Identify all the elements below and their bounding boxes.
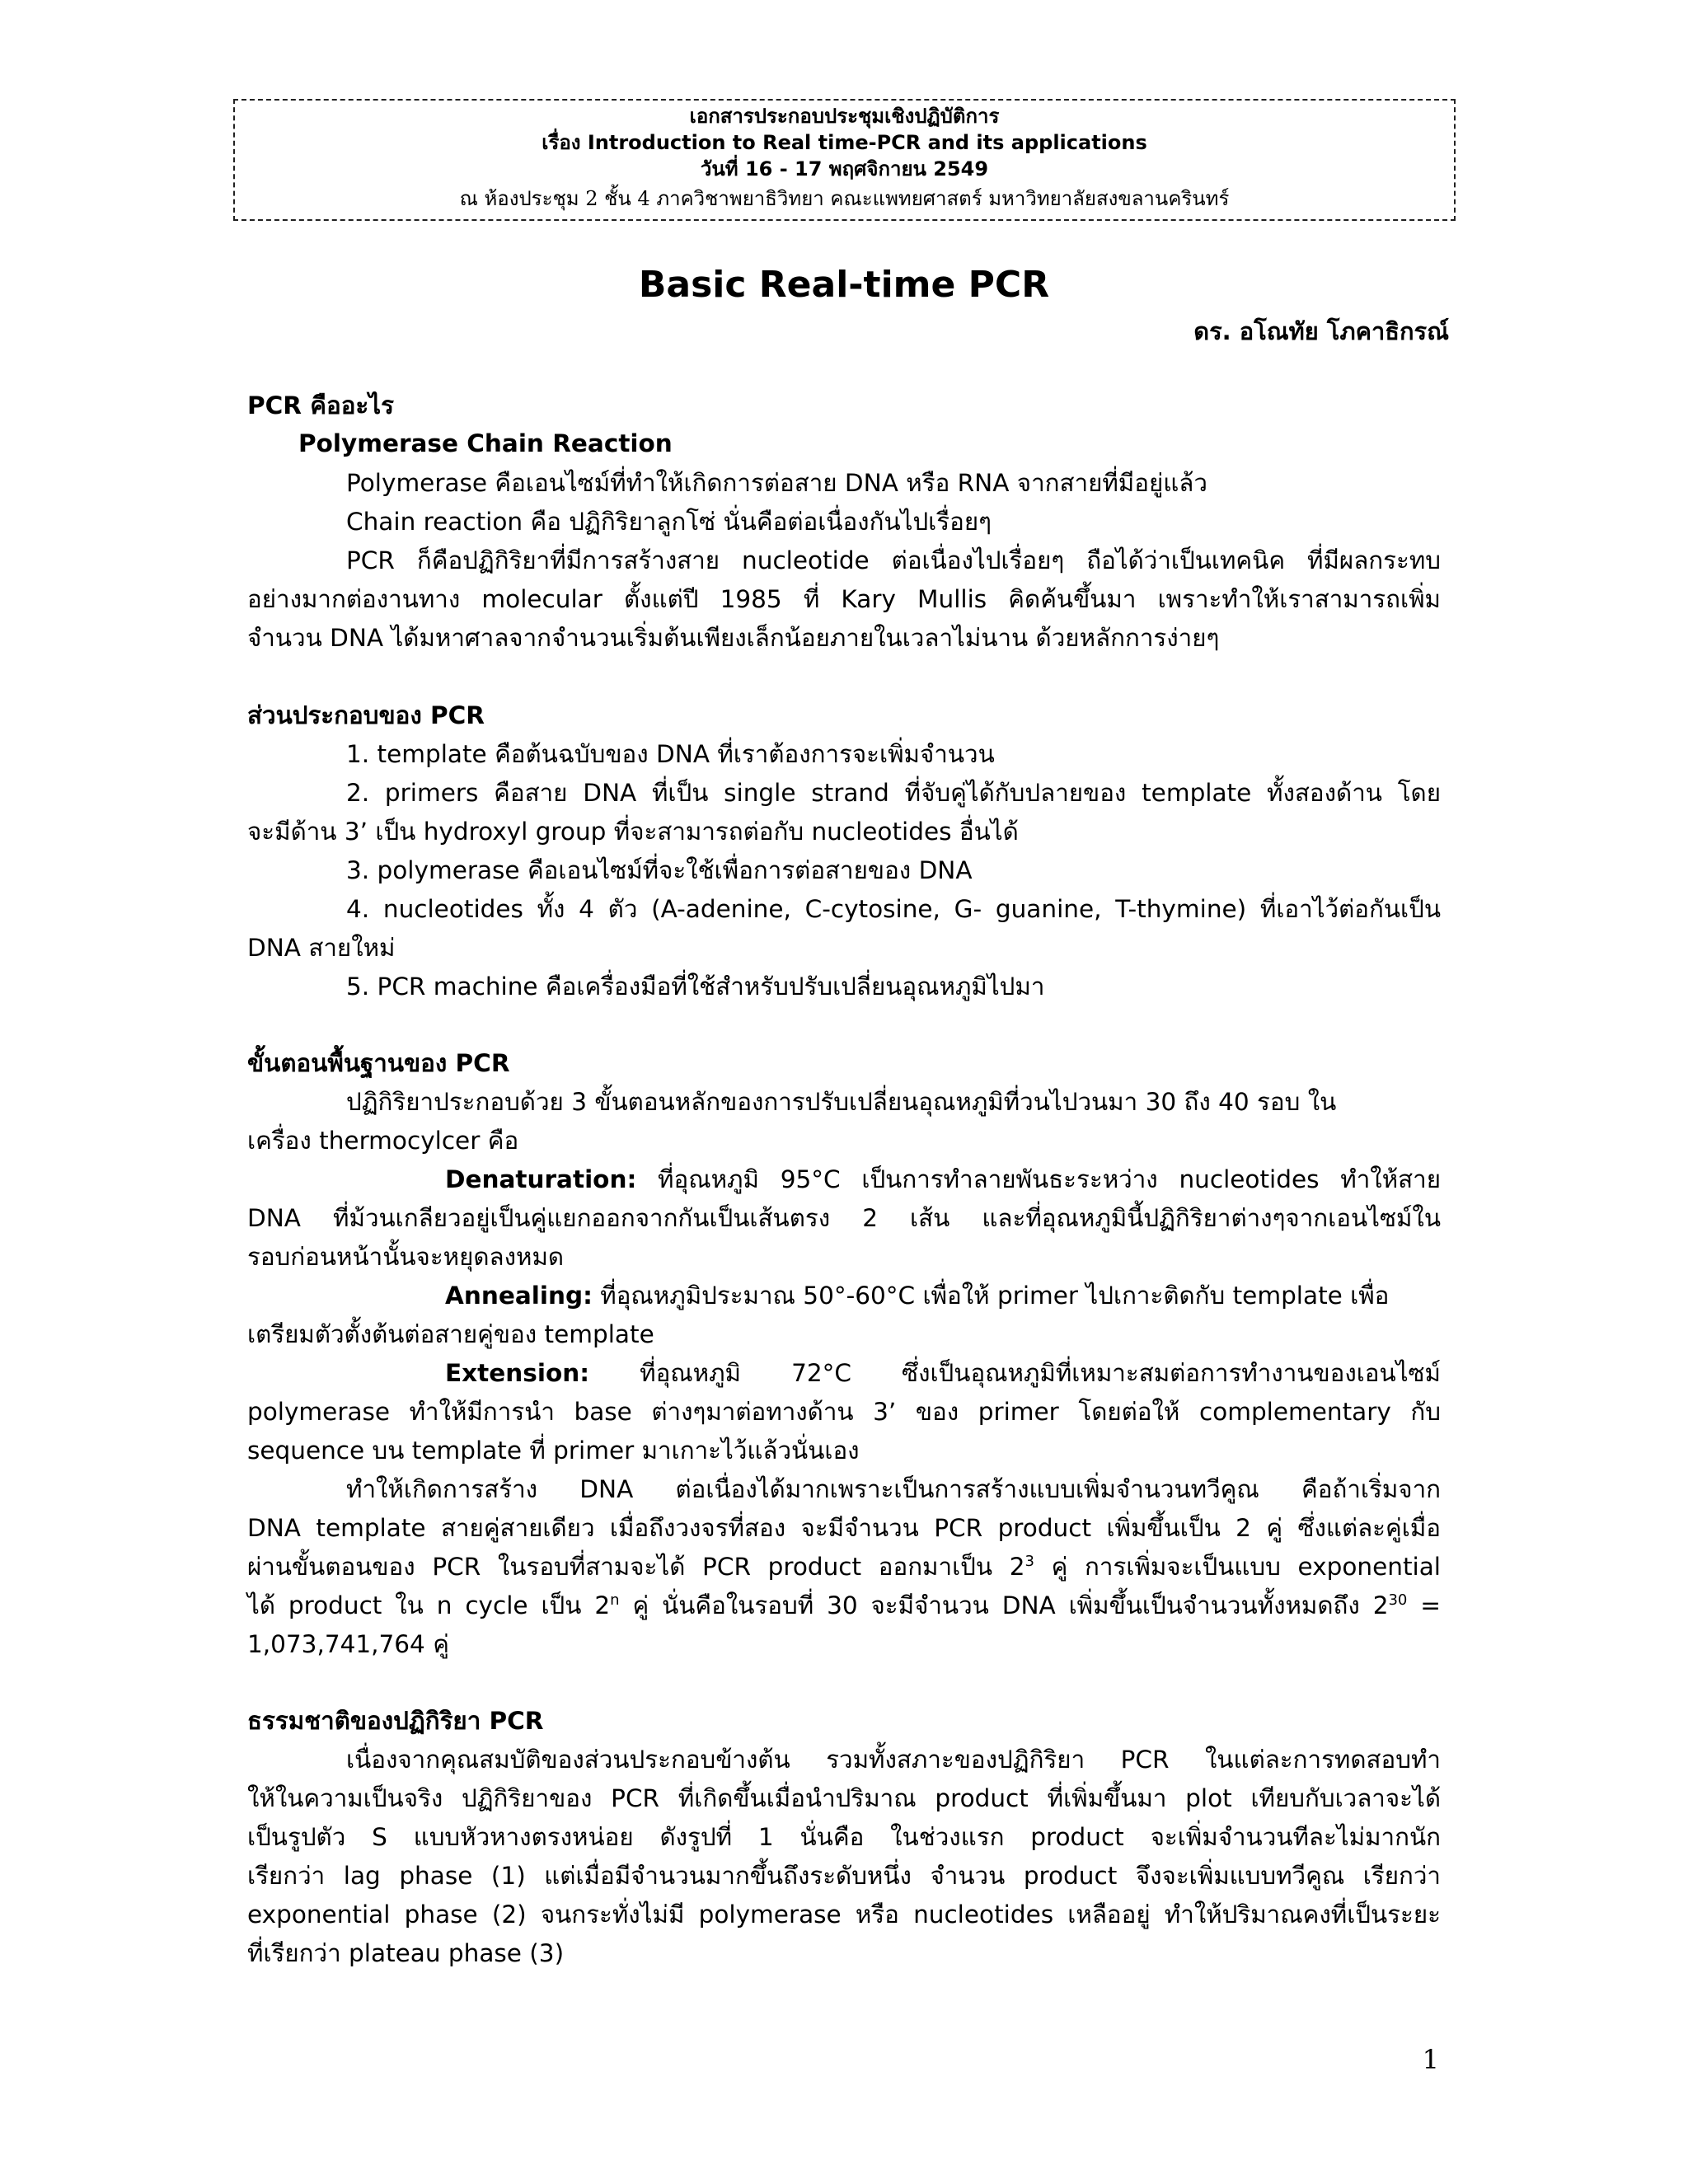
header-line-2: เรื่อง Introduction to Real time-PCR and its applications — [542, 131, 1147, 154]
text-span: ผ่านขั้นตอนของ PCR ในรอบที่สามจะได้ PCR product ออกมาเป็น 2 — [247, 1553, 1025, 1581]
denaturation-text: ที่อุณหภูมิ 95°C เป็นการทำลายพันธะระหว่าง nucleotides ทำให้สาย — [636, 1165, 1441, 1193]
extension-line — [445, 1357, 1441, 1390]
paragraph-line: เป็นรูปตัว S แบบหัวหางตรงหน่อย ดังรูปที่ 1 นั่นคือ ในช่วงแรก product จะเพิ่มจำนวนทีละไม่มากนัก — [247, 1823, 1441, 1851]
paragraph-line: exponential phase (2) จนกระทั่งไม่มี polymerase หรือ nucleotides เหลืออยู่ ทำให้ปริมาณคงที่เป็นระยะ — [247, 1900, 1441, 1929]
header-line-1: เอกสารประกอบประชุมเชิงปฏิบัติการ — [689, 105, 1000, 128]
paragraph-line: Chain reaction คือ ปฏิกิริยาลูกโซ่ นั่นคือต่อเนื่องกันไปเรื่อยๆ — [346, 508, 992, 536]
denaturation-line — [445, 1163, 1441, 1196]
text-span: คู่ นั่นคือในรอบที่ 30 จะมีจำนวน DNA เพิ่มขึ้นเป็นจำนวนทั้งหมดถึง 2 — [619, 1591, 1389, 1619]
text-span: = — [1407, 1591, 1441, 1619]
annealing-text: ที่อุณหภูมิประมาณ 50°-60°C เพื่อให้ primer ไปเกาะติดกับ template เพื่อ — [592, 1282, 1390, 1310]
text-span: คู่ การเพิ่มจะเป็นแบบ exponential — [1034, 1553, 1441, 1581]
paragraph-line: ให้ในความเป็นจริง ปฏิกิริยาของ PCR ที่เกิดขึ้นเมื่อนำปริมาณ product ที่เพิ่มขึ้นมา plot เทียบกับเวลาจะได้ — [247, 1784, 1441, 1812]
extension-label: Extension: — [445, 1359, 590, 1387]
annealing-label: Annealing: — [445, 1282, 593, 1310]
header-line-3: วันที่ 16 - 17 พฤศจิกายน 2549 — [700, 157, 989, 180]
header-box — [233, 99, 1456, 221]
paragraph-line: DNA template สายคู่สายเดียว เมื่อถึงวงจรที่สอง จะมีจำนวน PCR product เพิ่มขึ้นเป็น 2 คู่ ซึ่งแต่ละคู่เมื่อ — [247, 1514, 1441, 1542]
list-item: 3. polymerase คือเอนไซม์ที่จะใช้เพื่อการต่อสายของ DNA — [346, 856, 973, 884]
section-heading-pcr-steps: ขั้นตอนพื้นฐานของ PCR — [247, 1049, 510, 1077]
page-number: 1 — [1422, 2044, 1439, 2075]
list-item-continuation: จะมีด้าน 3’ เป็น hydroxyl group ที่จะสามารถต่อกับ nucleotides อื่นได้ — [247, 818, 1019, 846]
paragraph-line: เครื่อง thermocylcer คือ — [247, 1127, 519, 1155]
list-item: 4. nucleotides ทั้ง 4 ตัว (A-adenine, C-cytosine, G- guanine, T-thymine) ที่เอาไว้ต่อกันเป็น — [346, 895, 1441, 923]
superscript: 3 — [1025, 1553, 1034, 1571]
paragraph-line: sequence บน template ที่ primer มาเกาะไว้แล้วนั่นเอง — [247, 1436, 860, 1465]
list-item: 1. template คือต้นฉบับของ DNA ที่เราต้องการจะเพิ่มจำนวน — [346, 740, 995, 768]
paragraph-line: รอบก่อนหน้านั้นจะหยุดลงหมด — [247, 1243, 565, 1271]
paragraph-line: 1,073,741,764 คู่ — [247, 1630, 449, 1658]
paragraph-line: ที่เรียกว่า plateau phase (3) — [247, 1939, 565, 1967]
paragraph-line: เนื่องจากคุณสมบัติของส่วนประกอบข้างต้น รวมทั้งสภาะของปฏิกิริยา PCR ในแต่ละการทดสอบทำ — [346, 1746, 1441, 1774]
text-span: ได้ product ใน n cycle เป็น 2 — [247, 1591, 611, 1619]
section-heading-what-is-pcr: PCR คืออะไร — [247, 391, 394, 419]
superscript: 30 — [1388, 1591, 1408, 1610]
list-item-continuation: DNA สายใหม่ — [247, 934, 396, 962]
paragraph-line: ปฏิกิริยาประกอบด้วย 3 ขั้นตอนหลักของการปรับเปลี่ยนอุณหภูมิที่วนไปวนมา 30 ถึง 40 รอบ ใน — [346, 1088, 1337, 1116]
author: ดร. อโณทัย โภคาธิกรณ์ — [1193, 317, 1449, 345]
paragraph-line: ทำให้เกิดการสร้าง DNA ต่อเนื่องได้มากเพราะเป็นการสร้างแบบเพิ่มจำนวนทวีคูณ คือถ้าเริ่มจาก — [346, 1475, 1441, 1503]
paragraph-line: จำนวน DNA ได้มหาศาลจากจำนวนเริ่มต้นเพียงเล็กน้อยภายในเวลาไม่นาน ด้วยหลักการง่ายๆ — [247, 624, 1220, 652]
denaturation-label: Denaturation: — [445, 1165, 637, 1193]
paragraph-line: อย่างมากต่องานทาง molecular ตั้งแต่ปี 1985 ที่ Kary Mullis คิดค้นขึ้นมา เพราะทำให้เราสามารถเพิ่ม — [247, 585, 1441, 613]
list-item: 2. primers คือสาย DNA ที่เป็น single strand ที่จับคู่ได้กับปลายของ template ทั้งสองด้าน โดย — [346, 779, 1441, 807]
paragraph-line: เตรียมตัวตั้งต้นต่อสายคู่ของ template — [247, 1320, 654, 1348]
paragraph-line: polymerase ทำให้มีการนำ base ต่างๆมาต่อทางด้าน 3’ ของ primer โดยต่อให้ complementary กับ — [247, 1398, 1441, 1426]
section-heading-pcr-components: ส่วนประกอบของ PCR — [247, 701, 485, 729]
paragraph-line-exponent — [247, 1589, 1441, 1622]
superscript: n — [610, 1591, 620, 1610]
annealing-line — [445, 1279, 1441, 1312]
paragraph-line: DNA ที่ม้วนเกลียวอยู่เป็นคู่แยกออกจากกันเป็นเส้นตรง 2 เส้น และที่อุณหภูมินี้ปฏิกิริยาต่างๆจากเอนไซม์ใน — [247, 1204, 1441, 1232]
paragraph-line-exponent — [247, 1550, 1441, 1583]
paragraph-line: เรียกว่า lag phase (1) แต่เมื่อมีจำนวนมากขึ้นถึงระดับหนึ่ง จำนวน product จึงจะเพิ่มแบบทวีคูณ เรียกว่า — [247, 1862, 1441, 1890]
document-title: Basic Real-time PCR — [638, 264, 1050, 306]
extension-text: ที่อุณหภูมิ 72°C ซึ่งเป็นอุณหภูมิที่เหมาะสมต่อการทำงานของเอนไซม์ — [589, 1359, 1441, 1387]
paragraph-line: PCR ก็คือปฏิกิริยาที่มีการสร้างสาย nucleotide ต่อเนื่องไปเรื่อยๆ ถือได้ว่าเป็นเทคนิค ที่มีผลกระทบ — [346, 546, 1441, 574]
paragraph-line: Polymerase คือเอนไซม์ที่ทำให้เกิดการต่อสาย DNA หรือ RNA จากสายที่มีอยู่แล้ว — [346, 469, 1207, 497]
subheading-polymerase-chain-reaction: Polymerase Chain Reaction — [298, 429, 673, 457]
section-heading-pcr-nature: ธรรมชาติของปฏิกิริยา PCR — [247, 1707, 544, 1735]
header-line-4: ณ ห้องประชุม 2 ชั้น 4 ภาควิชาพยาธิวิทยา คณะแพทยศาสตร์ มหาวิทยาลัยสงขลานครินทร์ — [459, 187, 1230, 210]
list-item: 5. PCR machine คือเครื่องมือที่ใช้สำหรับปรับเปลี่ยนอุณหภูมิไปมา — [346, 972, 1045, 1001]
